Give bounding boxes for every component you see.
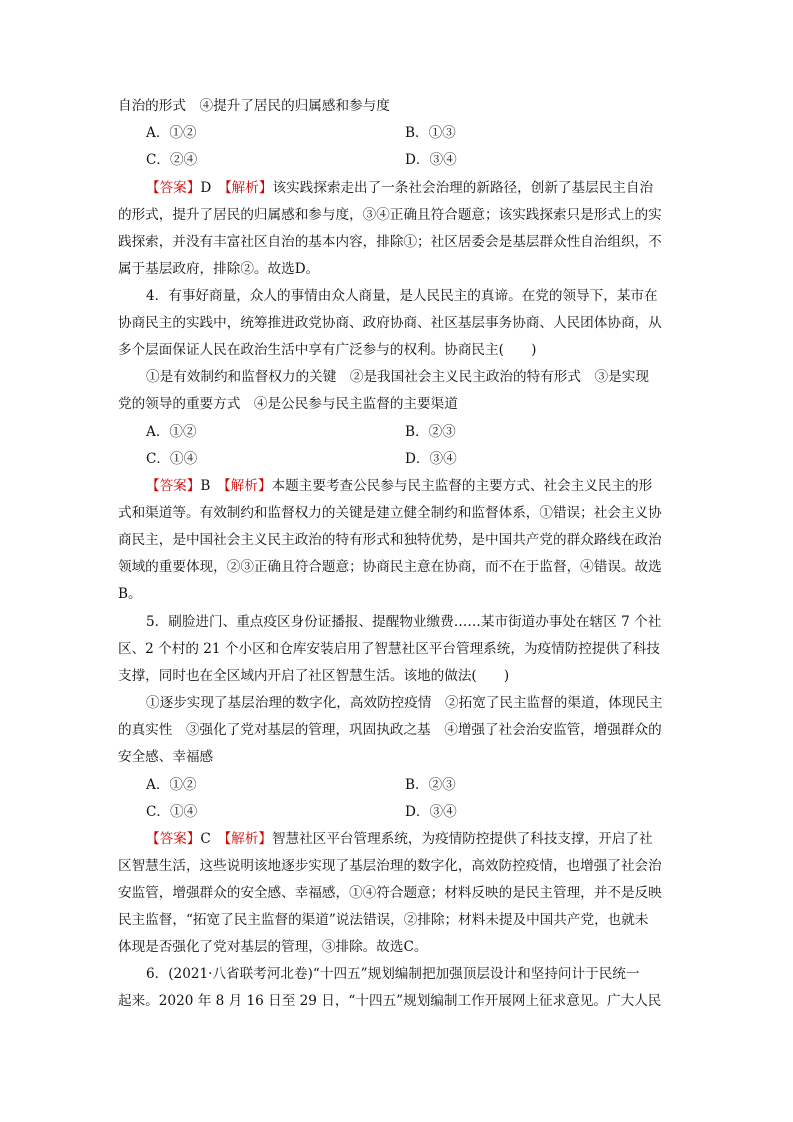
q4-analysis-line: 式和渠道等。有效制约和监督权力的关键是建立健全制约和监督体系，①错误；社会主义协 [118,505,662,521]
q4-option-b: B．②③ [405,424,456,440]
q4-answer-line [146,476,652,496]
q5-analysis-line: 区智慧生活，这些说明该地逐步实现了基层治理的数字化，高效防控疫情，也增强了社会治 [118,858,662,874]
q5-option-b: B．②③ [405,777,456,793]
q5-stem-line: 5．刷脸进门、重点疫区身份证播报、提醒物业缴费……某市街道办事处在辖区 7 个社 [146,614,662,630]
q5-analysis-line: 体现是否强化了党对基层的管理，③排除。故选C。 [118,939,428,955]
q4-stem-line: 4．有事好商量，众人的事情由众人商量，是人民民主的真谛。在党的领导下，某市在 [146,288,658,304]
q5-analysis-line: 民主监督，“拓宽了民主监督的渠道”说法错误，②排除；材料未提及中国共产党，也就未 [118,912,649,928]
q6-stem-line: 6．(2021·八省联考河北卷)“十四五”规划编制把加强顶层设计和坚持问计于民统一 [146,966,640,982]
q3-option-b: B．①③ [405,125,456,141]
q5-item-line: ①逐步实现了基层治理的数字化，高效防控疫情 ②拓宽了民主监督的渠道，体现民主 [146,695,663,711]
q4-stem-line: 多个层面保证人民在政治生活中享有广泛参与的权利。协商民主( ) [118,342,537,358]
q3-analysis-line: 践探索，并没有丰富社区自治的基本内容，排除①；社区居委会是基层群众性自治组织，不 [118,234,662,250]
q3-answer-line [146,178,653,198]
q3-stem-end: 自治的形式 ④提升了居民的归属感和参与度 [118,98,390,114]
analysis-text: 本题主要考查公民参与民主监督的主要方式、社会主义民主的形 [271,478,653,494]
q5-answer-line [146,829,653,849]
answer-label: 【答案】 [146,831,201,847]
q5-stem-line: 区、2 个村的 21 个小区和仓库安装启用了智慧社区平台管理系统，为疫情防控提供了科技 [118,641,660,657]
answer-label: 【答案】 [146,180,201,196]
q5-option-d: D．③④ [405,804,457,820]
answer-value: D [200,180,212,196]
q4-option-d: D．③④ [405,451,457,467]
analysis-text: 智慧社区平台管理系统，为疫情防控提供了科技支撑，开启了社 [271,831,653,847]
answer-value: C [200,831,211,847]
q4-item-line: 党的领导的重要方式 ④是公民参与民主监督的主要渠道 [118,396,458,412]
q4-analysis-line: 商民主，是中国社会主义民主政治的特有形式和独特优势，是中国共产党的群众路线在政治 [118,532,662,548]
q5-item-line: 安全感、幸福感 [118,749,214,765]
q4-option-a: A．①② [146,424,197,440]
q3-analysis-line: 属于基层政府，排除②。故选D。 [118,261,320,277]
analysis-text: 该实践探索走出了一条社会治理的新路径，创新了基层民主自治 [272,180,654,196]
q4-analysis-line: 领域的重要体现，②③正确且符合题意；协商民主意在协商，而不在于监督，④错误。故选 [118,559,662,575]
q3-option-c: C．②④ [146,152,198,168]
q5-analysis-line: 安监管，增强群众的安全感、幸福感，①④符合题意；材料反映的是民主管理，并不是反映 [118,885,662,901]
answer-value: B [200,478,211,494]
q5-item-line: 的真实性 ③强化了党对基层的管理，巩固执政之基 ④增强了社会治安监管，增强群众的 [118,722,662,738]
analysis-label: 【解析】 [224,831,272,847]
q5-option-a: A．①② [146,777,197,793]
q3-analysis-line: 的形式，提升了居民的归属感和参与度，③④正确且符合题意；该实践探索只是形式上的实 [118,207,662,223]
q4-stem-line: 协商民主的实践中，统筹推进政党协商、政府协商、社区基层事务协商、人民团体协商，从 [118,315,662,331]
analysis-label: 【解析】 [224,180,273,196]
q4-analysis-line: B。 [118,586,142,602]
q4-option-c: C．①④ [146,451,198,467]
q6-stem-line: 起来。2020 年 8 月 16 日至 29 日，“十四五”规划编制工作开展网上征求意见。广大人民 [118,993,662,1009]
q5-stem-line: 支撑，同时也在全区域内开启了社区智慧生活。该地的做法( ) [118,668,510,684]
analysis-label: 【解析】 [223,478,272,494]
q4-item-line: ①是有效制约和监督权力的关键 ②是我国社会主义民主政治的特有形式 ③是实现 [146,369,649,385]
answer-label: 【答案】 [146,478,201,494]
q3-option-d: D．③④ [405,152,457,168]
q3-option-a: A．①② [146,125,197,141]
q5-option-c: C．①④ [146,804,198,820]
